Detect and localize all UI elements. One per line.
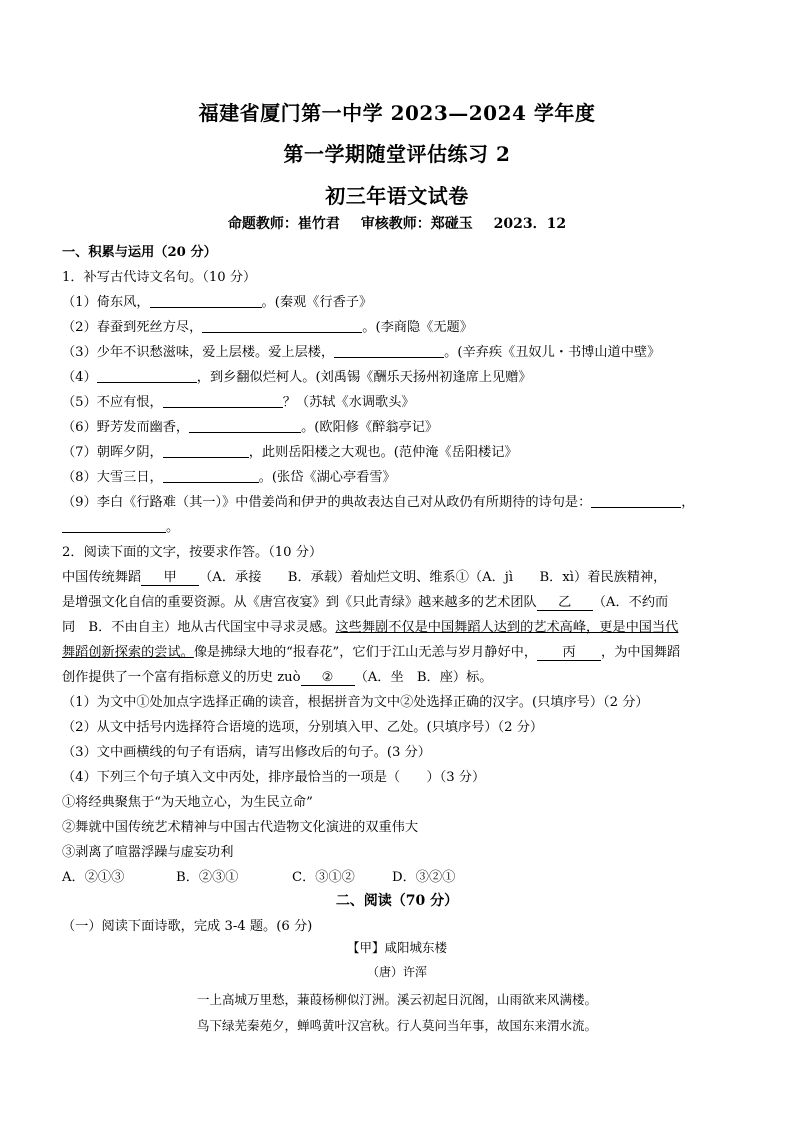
q1-item-4-post: ，到乡翻似烂柯人。(刘禹锡《酬乐天扬州初逢席上见赠》 — [196, 370, 532, 385]
q2-sub-3: （3）文中画横线的句子有语病，请写出修改后的句子。(3 分） — [62, 745, 431, 760]
blank-yi[interactable]: 乙 — [537, 591, 593, 611]
answer-blank[interactable] — [163, 443, 249, 458]
q1-item-4 — [62, 366, 732, 385]
q2-sub-1: （1）为文中①处加点字选择正确的读音，根据拼音为文中②处选择正确的汉字。(只填序号）（2 分） — [62, 695, 649, 710]
q1-item-3-pre: （3）少年不识愁滋味，爱上层楼。爱上层楼， — [62, 345, 335, 360]
q1-item-9 — [62, 491, 732, 510]
q1-item-8 — [62, 466, 732, 485]
q1-item-6 — [62, 416, 732, 435]
q2-option-1: ①将经典聚焦于“为天地立心，为生民立命” — [62, 795, 313, 810]
choice-d[interactable]: D．③②① — [392, 870, 456, 885]
q2-passage-line-3 — [62, 616, 732, 635]
q2-passage-line-5 — [62, 666, 732, 686]
q1-item-9-pre: （9）李白《行路难（其一）》中借姜尚和伊尹的典故表达自己对从政仍有所期待的诗句是： — [62, 495, 592, 510]
passage-text: 中国传统舞蹈 — [62, 570, 142, 585]
q2-choices — [62, 866, 732, 885]
q1-item-4-pre: （4） — [62, 370, 97, 385]
poem-line-2: 鸟下绿芜秦苑夕，蝉鸣黄叶汉宫秋。行人莫问当年事，故国东来渭水流。 — [196, 1018, 597, 1033]
answer-blank[interactable] — [150, 293, 262, 308]
q1-item-2 — [62, 316, 732, 335]
q1-item-9-end: 。 — [166, 520, 180, 535]
q1-item-7 — [62, 441, 732, 460]
q1-item-9-post: ， — [681, 495, 695, 510]
passage-text: ，为中国舞蹈 — [601, 645, 681, 660]
q1-item-3-post: 。(辛弃疾《丑奴儿・书博山道中壁》 — [444, 345, 661, 360]
q2-sub-4: （4）下列三个句子填入文中丙处，排序最恰当的一项是（ ）（3 分） — [62, 770, 486, 785]
q1-item-3 — [62, 341, 732, 360]
q1-item-1 — [62, 291, 732, 310]
q1-item-8-pre: （8）大雪三日， — [62, 470, 163, 485]
q2-passage-line-1 — [62, 566, 732, 586]
choice-b[interactable]: B．②③① — [176, 870, 239, 885]
q1-item-9-cont — [62, 516, 732, 535]
title-exam-name: 第一学期随堂评估练习 2 — [283, 142, 511, 166]
q1-item-1-post: 。(秦观《行香子》 — [261, 295, 373, 310]
q2-option-2: ②舞就中国传统艺术精神与中国古代造物文化演进的双重伟大 — [62, 820, 419, 835]
section1-heading: 一、积累与运用（20 分） — [62, 245, 217, 260]
passage-text: 同 B．不由自主）地从古代国宝中寻求灵感。 — [62, 620, 336, 635]
underlined-sentence: 舞蹈创新探索的尝试。 — [62, 645, 194, 660]
section2-heading: 二、阅读（70 分） — [335, 893, 459, 909]
choice-a[interactable]: A．②①③ — [62, 870, 125, 885]
passage-text: （A．承接 B．承载）着灿烂文明、维系①（A．jì B．xì）着民族精神， — [199, 570, 667, 585]
reviewer-teacher: 审核教师：郑碰玉 — [360, 216, 473, 232]
answer-blank[interactable] — [591, 493, 681, 508]
q1-item-1-pre: （1）倚东风， — [62, 295, 150, 310]
q1-item-2-pre: （2）春蚕到死丝方尽， — [62, 320, 203, 335]
q1-item-6-pre: （6）野芳发而幽香， — [62, 420, 190, 435]
answer-blank[interactable] — [163, 393, 283, 408]
passage-text: 像是拂绿大地的“报春花”，它们于江山无恙与岁月静好中， — [193, 645, 538, 660]
title-school-year: 福建省厦门第一中学 2023—2024 学年度 — [198, 101, 596, 125]
answer-blank[interactable] — [163, 468, 259, 483]
answer-blank[interactable] — [62, 518, 166, 533]
title-subject: 初三年语文试卷 — [325, 184, 469, 208]
answer-blank[interactable] — [97, 368, 197, 383]
passage-text: （A．坐 B．座）标。 — [354, 670, 493, 685]
blank-two[interactable]: ② — [301, 670, 355, 686]
blank-jia[interactable]: 甲 — [141, 566, 199, 586]
choice-c[interactable]: C．③①② — [292, 870, 355, 885]
answer-blank[interactable] — [202, 318, 362, 333]
passage-text: （A．不约而 — [592, 595, 669, 610]
answer-blank[interactable] — [189, 418, 301, 433]
q1-item-5-pre: （5）不应有恨， — [62, 395, 163, 410]
teacher-info — [0, 213, 794, 233]
q1-item-6-post: 。(欧阳修《醉翁亭记》 — [301, 420, 439, 435]
answer-blank[interactable] — [334, 343, 444, 358]
q2-passage-line-2 — [62, 591, 732, 611]
q1-item-7-pre: （7）朝晖夕阴， — [62, 445, 163, 460]
setter-teacher: 命题教师：崔竹君 — [227, 216, 340, 232]
section2-part1: （一）阅读下面诗歌，完成 3-4 题。(6 分) — [62, 919, 313, 934]
passage-text: 创作提供了一个富有指标意义的历史 zuò — [62, 670, 301, 685]
q2-option-3: ③剥离了喧嚣浮躁与虚妄功利 — [62, 845, 234, 860]
poem-line-1: 一上高城万里愁，蒹葭杨柳似汀洲。溪云初起日沉阁，山雨欲来风满楼。 — [196, 992, 597, 1007]
q1-item-5-post: ？（苏轼《水调歌头》 — [282, 395, 415, 410]
poem-author: （唐）许浑 — [366, 965, 427, 979]
q1-item-7-post: ，此则岳阳楼之大观也。(范仲淹《岳阳楼记》 — [248, 445, 518, 460]
exam-date: 2023．12 — [493, 216, 567, 232]
q1-item-5 — [62, 391, 732, 410]
q1-item-2-post: 。(李商隐《无题》 — [362, 320, 473, 335]
q1-stem: 1．补写古代诗文名句。（10 分） — [62, 270, 257, 285]
blank-bing[interactable]: 丙 — [537, 641, 601, 661]
q2-passage-line-4 — [62, 641, 732, 661]
poem-title: 【甲】咸阳城东楼 — [346, 940, 447, 955]
passage-text: 是增强文化自信的重要资源。从《唐宫夜宴》到《只此青绿》越来越多的艺术团队 — [62, 595, 537, 610]
q2-sub-2: （2）从文中括号内选择符合语境的选项，分别填入甲、乙处。(只填序号）（2 分） — [62, 720, 544, 735]
q2-stem: 2．阅读下面的文字，按要求作答。（10 分） — [62, 545, 323, 560]
underlined-sentence: 这些舞剧不仅是中国舞蹈人达到的艺术高峰，更是中国当代 — [335, 620, 679, 635]
q1-item-8-post: 。(张岱《湖心亭看雪》 — [258, 470, 396, 485]
